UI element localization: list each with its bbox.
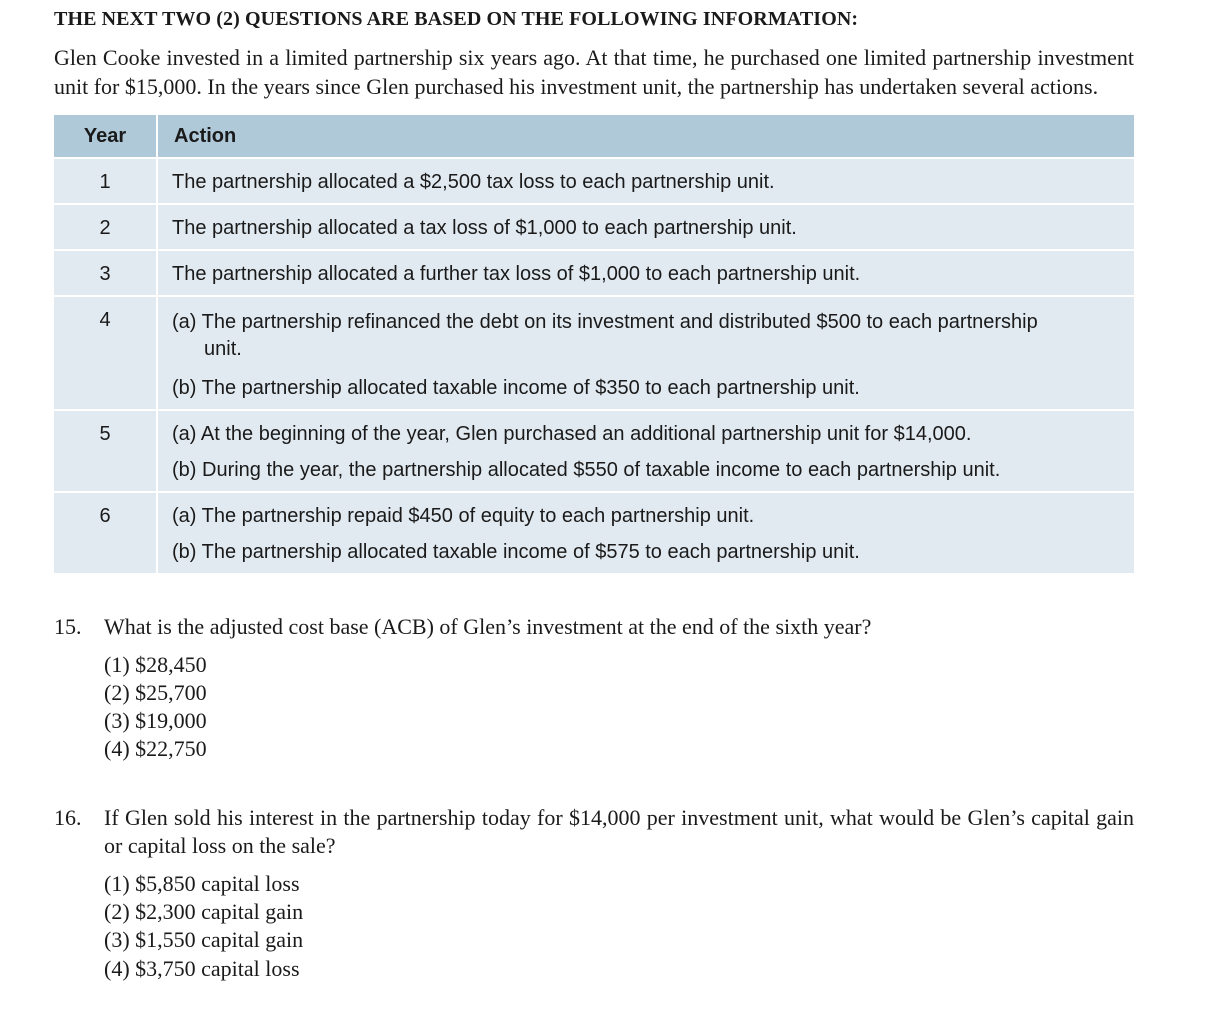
question-15 <box>54 613 1134 764</box>
table-row <box>54 492 1134 573</box>
action-column-header: Action <box>157 115 1134 158</box>
table-row <box>54 158 1134 204</box>
year-cell: 4 <box>54 296 157 410</box>
action-text: (a) At the beginning of the year, Glen purchased an additional partnership unit for $14,000. <box>172 423 972 445</box>
answer-option: (4) $3,750 capital loss <box>104 955 300 981</box>
action-text: (a) The partnership repaid $450 of equity to each partnership unit. <box>172 505 755 527</box>
question-16 <box>54 804 1134 983</box>
intro-paragraph: Glen Cooke invested in a limited partnership six years ago. At that time, he purchased one limited partnership investment unit for $15,000. In the years since Glen purchased his investment unit, the partnership has undertaken several actions. <box>54 45 1134 99</box>
table-row <box>54 250 1134 296</box>
action-cell <box>157 410 1134 492</box>
year-cell: 2 <box>54 204 157 250</box>
action-cell <box>157 250 1134 296</box>
section-heading: THE NEXT TWO (2) QUESTIONS ARE BASED ON THE FOLLOWING INFORMATION: <box>54 8 859 30</box>
answer-option: (1) $28,450 <box>104 651 207 677</box>
document-page <box>54 0 1134 983</box>
question-text: What is the adjusted cost base (ACB) of Glen’s investment at the end of the sixth year? <box>104 614 872 639</box>
table-row <box>54 296 1134 410</box>
answer-option: (4) $22,750 <box>104 736 207 762</box>
answer-option: (2) $2,300 capital gain <box>104 898 304 924</box>
action-cell <box>157 492 1134 573</box>
table-header-row <box>54 115 1134 158</box>
action-text: The partnership allocated a tax loss of $1,000 to each partnership unit. <box>172 217 797 239</box>
action-text: The partnership allocated a $2,500 tax loss to each partnership unit. <box>172 171 775 193</box>
answer-option: (1) $5,850 capital loss <box>104 870 300 896</box>
answer-option: (3) $1,550 capital gain <box>104 927 304 953</box>
action-text: (b) The partnership allocated taxable income of $575 to each partnership unit. <box>172 541 860 563</box>
year-cell: 5 <box>54 410 157 492</box>
action-cell <box>157 204 1134 250</box>
action-text: (a) The partnership refinanced the debt on its investment and distributed $500 to each partnership unit. <box>172 311 1038 360</box>
year-cell: 1 <box>54 158 157 204</box>
answer-options <box>104 651 1134 764</box>
action-cell <box>157 158 1134 204</box>
answer-options <box>104 870 1134 983</box>
answer-option: (2) $25,700 <box>104 679 207 705</box>
question-number: 16. <box>54 804 82 830</box>
question-text: If Glen sold his interest in the partnership today for $14,000 per investment unit, what would be Glen’s capital gain or capital loss on the sale? <box>104 804 1134 859</box>
year-cell: 3 <box>54 250 157 296</box>
table-row <box>54 204 1134 250</box>
action-text: The partnership allocated a further tax loss of $1,000 to each partnership unit. <box>172 263 861 285</box>
year-cell: 6 <box>54 492 157 573</box>
action-cell <box>157 296 1134 410</box>
actions-table <box>54 115 1134 573</box>
action-text: (b) The partnership allocated taxable income of $350 to each partnership unit. <box>172 377 860 399</box>
year-column-header: Year <box>54 115 157 158</box>
table-row <box>54 410 1134 492</box>
question-number: 15. <box>54 614 82 639</box>
action-text: (b) During the year, the partnership allocated $550 of taxable income to each partnership unit. <box>172 459 1001 481</box>
answer-option: (3) $19,000 <box>104 708 207 734</box>
